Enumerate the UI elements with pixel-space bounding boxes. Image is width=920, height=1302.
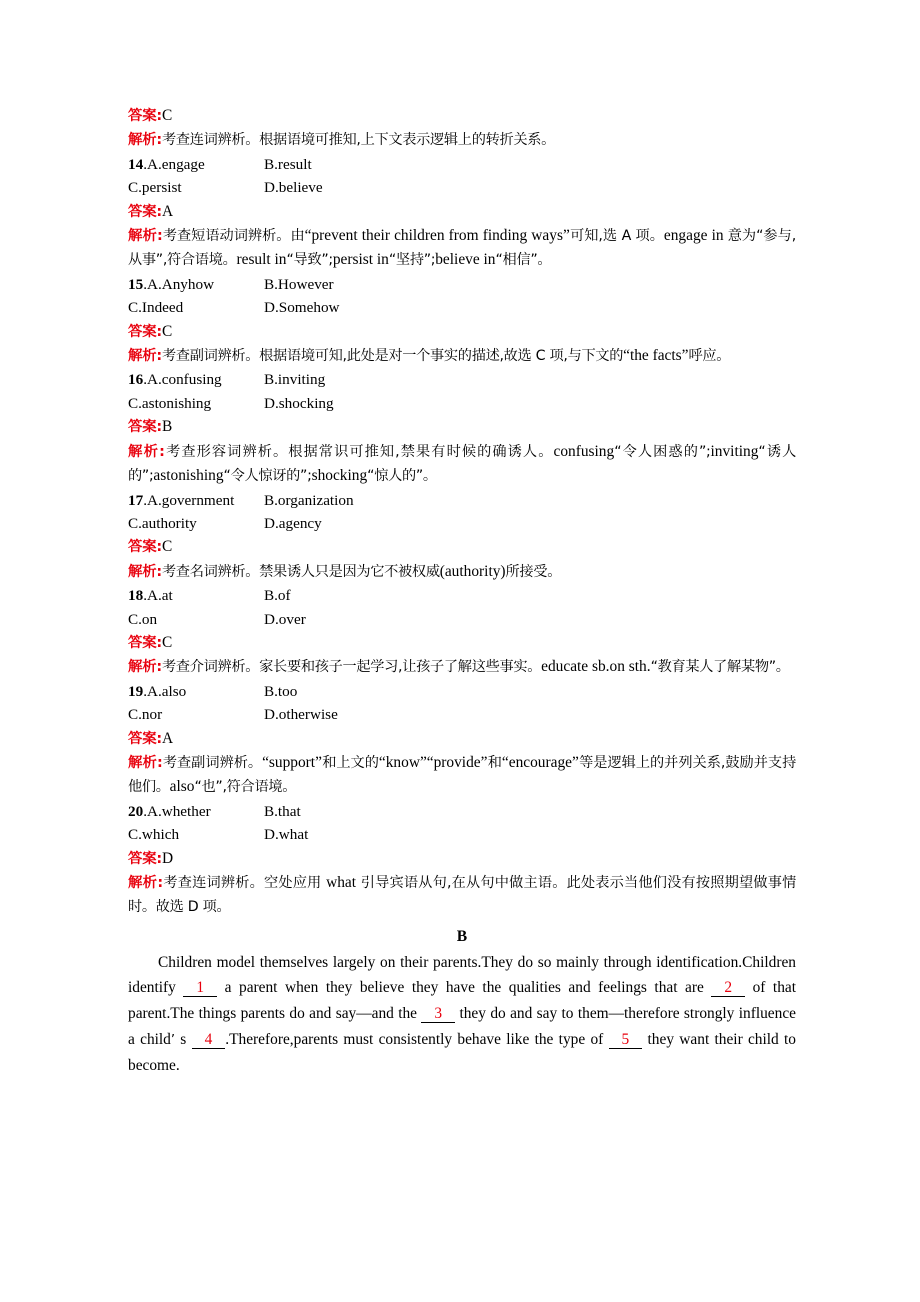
question-block xyxy=(128,800,796,920)
option-b[interactable]: B.organization xyxy=(264,491,354,509)
answer-colon: : xyxy=(156,730,162,747)
analysis-label: 解析 xyxy=(128,228,157,245)
answer-label: 答案 xyxy=(128,323,157,340)
answer-value: D xyxy=(161,849,174,867)
question-block xyxy=(128,368,796,488)
analysis-text: 考查名词辨析。禁果诱人只是因为它不被权威 xyxy=(161,563,440,580)
analysis-text: 等是逻辑上的并列关系,鼓励并支持他们。 xyxy=(128,754,796,796)
answer-value: C xyxy=(161,107,173,124)
option-b[interactable]: B.that xyxy=(264,802,301,820)
answer-label: 答案 xyxy=(128,850,157,867)
analysis-text: 考查形容词辨析。根据常识可推知,禁果有时候的确诱人。 xyxy=(164,443,554,460)
passage-text: a parent when they believe they have the qualities and feelings that are xyxy=(217,979,712,997)
answer-colon: : xyxy=(156,323,162,340)
analysis-text: 所接受。 xyxy=(505,563,562,580)
analysis-text: “坚持”; xyxy=(388,252,436,269)
analysis-text: 考查连词辨析。空处应用 xyxy=(162,875,327,891)
analysis-text: (authority) xyxy=(439,562,506,580)
analysis-text: what xyxy=(326,874,357,891)
passage-blank[interactable]: 1 xyxy=(183,979,217,997)
analysis-colon: : xyxy=(156,228,163,245)
analysis-line xyxy=(128,560,796,584)
option-c[interactable]: C.Indeed xyxy=(128,299,184,317)
question-block xyxy=(128,489,796,585)
question-number: 18 xyxy=(128,587,144,605)
analysis-line xyxy=(128,344,796,368)
analysis-text: educate sb.on sth. xyxy=(541,658,651,676)
analysis-line xyxy=(128,655,796,679)
analysis-colon: : xyxy=(156,132,162,149)
question-options-row xyxy=(128,823,796,846)
analysis-text: confusing xyxy=(553,442,615,460)
analysis-text: result in xyxy=(236,251,287,269)
analysis-colon: : xyxy=(156,754,163,771)
analysis-text: 呼应。 xyxy=(688,348,731,365)
passage-text: s xyxy=(175,1030,192,1048)
question-number: 19 xyxy=(128,682,144,700)
option-b[interactable]: B.result xyxy=(264,155,312,173)
option-b[interactable]: B.However xyxy=(264,275,334,293)
question-options-row xyxy=(128,584,796,607)
analysis-colon: : xyxy=(156,348,162,365)
option-d[interactable]: D.shocking xyxy=(264,394,334,412)
answer-label: 答案 xyxy=(128,730,157,747)
option-c[interactable]: C.nor xyxy=(128,706,163,724)
question-options-row xyxy=(128,296,796,319)
answer-colon: : xyxy=(156,850,162,867)
analysis-text: “相信”。 xyxy=(495,252,552,269)
answer-label: 答案 xyxy=(128,634,157,651)
answer-line xyxy=(128,320,796,344)
option-a[interactable]: 20.A.whether xyxy=(128,802,211,820)
analysis-label: 解析 xyxy=(128,563,157,580)
analysis-colon: : xyxy=(156,659,162,676)
option-d[interactable]: D.what xyxy=(264,826,309,844)
question-block xyxy=(128,153,796,273)
analysis-label: 解析 xyxy=(128,348,157,365)
analysis-line xyxy=(128,751,796,800)
analysis-text: 意为“参与,从事”,符合语境。 xyxy=(128,228,797,269)
analysis-text: engage in xyxy=(663,227,728,245)
analysis-text: also xyxy=(169,778,195,796)
option-c[interactable]: C.authority xyxy=(128,514,197,532)
option-c[interactable]: C.on xyxy=(128,610,158,628)
questions-list xyxy=(128,153,796,920)
answer-label: 答案 xyxy=(128,419,157,436)
question-options-row xyxy=(128,680,796,703)
analysis-line xyxy=(128,871,796,920)
analysis-text: 引导宾语从句,在从句中做主语。此处表示当他们没有按照期望做事情时。故选 D 项。 xyxy=(128,875,796,916)
analysis-text: 可知,选 A 项。 xyxy=(569,228,664,245)
analysis-text: inviting xyxy=(710,442,759,460)
analysis-label: 解析 xyxy=(128,132,157,149)
answer-line xyxy=(128,415,796,439)
analysis-text: “令人惊讶的”; xyxy=(223,468,312,485)
answer-line xyxy=(128,631,796,655)
section-b-title: B xyxy=(456,927,468,945)
question-options-row xyxy=(128,368,796,391)
option-b[interactable]: B.too xyxy=(264,682,298,700)
analysis-colon: : xyxy=(159,443,165,460)
passage-blank[interactable]: 2 xyxy=(711,979,745,997)
option-d[interactable]: D.agency xyxy=(264,514,322,532)
question-options-row xyxy=(128,392,796,415)
answer-line xyxy=(128,200,796,224)
answer-line xyxy=(128,727,796,751)
option-d[interactable]: D.over xyxy=(264,610,306,628)
analysis-text: 考查介词辨析。家长要和孩子一起学习,让孩子了解这些事实。 xyxy=(161,659,542,676)
answer-line xyxy=(128,535,796,559)
analysis-label: 解析 xyxy=(128,875,158,891)
answer-label: 答案 xyxy=(128,203,157,220)
option-d[interactable]: D.otherwise xyxy=(264,706,338,724)
question-options-row xyxy=(128,489,796,512)
answer-value: B xyxy=(161,418,173,436)
analysis-line-top xyxy=(128,128,796,152)
analysis-line xyxy=(128,440,796,489)
answer-colon: : xyxy=(156,108,162,124)
question-options-row xyxy=(128,176,796,199)
analysis-text: “support” xyxy=(262,753,322,771)
analysis-line xyxy=(128,224,796,273)
analysis-text: 和 xyxy=(487,754,502,771)
question-options-row xyxy=(128,512,796,535)
question-number: 17 xyxy=(128,491,144,509)
option-a[interactable]: 19.A.also xyxy=(128,682,187,700)
question-options-row xyxy=(128,703,796,726)
option-c[interactable]: C.astonishing xyxy=(128,394,212,412)
analysis-text: “encourage” xyxy=(501,753,579,771)
analysis-text: 考查副词辨析。 xyxy=(162,754,263,771)
analysis-text: “惊人的”。 xyxy=(367,468,437,485)
answer-value: A xyxy=(161,729,174,747)
answer-colon: : xyxy=(156,203,162,220)
answer-label: 答案 xyxy=(128,539,157,556)
analysis-colon: : xyxy=(157,875,163,891)
analysis-colon: : xyxy=(156,563,162,580)
answer-colon: : xyxy=(156,419,162,436)
passage-text: they do and say to them—therefore strongly influence a child xyxy=(128,1005,796,1048)
option-d[interactable]: D.believe xyxy=(264,179,323,197)
analysis-text: “know”“provide” xyxy=(378,753,488,771)
option-b[interactable]: B.of xyxy=(264,587,291,605)
analysis-text: “也”,符合语境。 xyxy=(194,779,297,796)
option-c[interactable]: C.persist xyxy=(128,179,182,197)
page-content xyxy=(128,104,796,1079)
passage-blank[interactable]: 3 xyxy=(421,1005,455,1023)
answer-value: C xyxy=(161,538,173,556)
analysis-text: 考查副词辨析。根据语境可知,此处是对一个事实的描述,故选 C 项,与下文的 xyxy=(161,348,624,365)
analysis-label: 解析 xyxy=(128,443,160,460)
analysis-label: 解析 xyxy=(128,659,157,676)
analysis-label: 解析 xyxy=(128,754,157,771)
analysis-text: astonishing xyxy=(153,467,224,485)
passage-text: Children model themselves largely on their parents.They do so mainly through identification.Children identify xyxy=(128,953,796,997)
question-block xyxy=(128,584,796,680)
analysis-text: shocking xyxy=(311,467,368,485)
option-b[interactable]: B.inviting xyxy=(264,371,326,389)
analysis-text: “教育某人了解某物”。 xyxy=(650,659,790,676)
analysis-text: “the facts” xyxy=(623,347,689,365)
analysis-text: believe in xyxy=(435,251,496,269)
analysis-text: “令人困惑的”; xyxy=(614,443,711,460)
analysis-text: “诱人的”; xyxy=(128,443,796,485)
question-options-row xyxy=(128,153,796,176)
analysis-text: persist in xyxy=(332,251,389,269)
passage-text: they want their child to become. xyxy=(128,1030,797,1075)
option-a[interactable]: 14.A.engage xyxy=(128,155,205,173)
analysis-text: 考查连词辨析。根据语境可推知,上下文表示逻辑上的转折关系。 xyxy=(161,132,556,149)
option-a[interactable]: 16.A.confusing xyxy=(128,371,222,389)
answer-value: C xyxy=(161,633,173,651)
passage-text: of that parent.The things parents do and say—and the xyxy=(128,979,796,1022)
section-b-passage xyxy=(128,950,796,1079)
option-c[interactable]: C.which xyxy=(128,826,180,844)
question-options-row xyxy=(128,608,796,631)
passage-blank[interactable]: 5 xyxy=(609,1031,643,1049)
option-d[interactable]: D.Somehow xyxy=(264,299,340,317)
question-number: 20 xyxy=(128,802,144,820)
apostrophe: ’ xyxy=(170,1032,176,1048)
analysis-text: “导致”; xyxy=(286,252,333,269)
analysis-text: “prevent their children from finding ways” xyxy=(304,227,570,245)
question-options-row xyxy=(128,273,796,296)
question-options-row xyxy=(128,800,796,823)
answer-colon: : xyxy=(156,539,162,556)
question-number: 15 xyxy=(128,275,144,293)
option-a[interactable]: 17.A.government xyxy=(128,491,235,509)
answer-line xyxy=(128,847,796,871)
answer-value: A xyxy=(161,202,174,220)
passage-blank[interactable]: 4 xyxy=(192,1031,226,1049)
passage-text: .Therefore,parents must consistently behave like the type of xyxy=(225,1030,609,1048)
question-block xyxy=(128,273,796,369)
analysis-text: 和上文的 xyxy=(321,754,379,771)
question-block xyxy=(128,680,796,800)
answer-value: C xyxy=(161,322,173,340)
option-a[interactable]: 18.A.at xyxy=(128,587,173,605)
answer-line-top xyxy=(128,104,796,128)
question-number: 14 xyxy=(128,155,144,173)
answer-label: 答案 xyxy=(128,108,157,124)
question-number: 16 xyxy=(128,371,144,389)
analysis-text: 考查短语动词辨析。由 xyxy=(162,228,305,245)
answer-colon: : xyxy=(156,634,162,651)
option-a[interactable]: 15.A.Anyhow xyxy=(128,275,215,293)
